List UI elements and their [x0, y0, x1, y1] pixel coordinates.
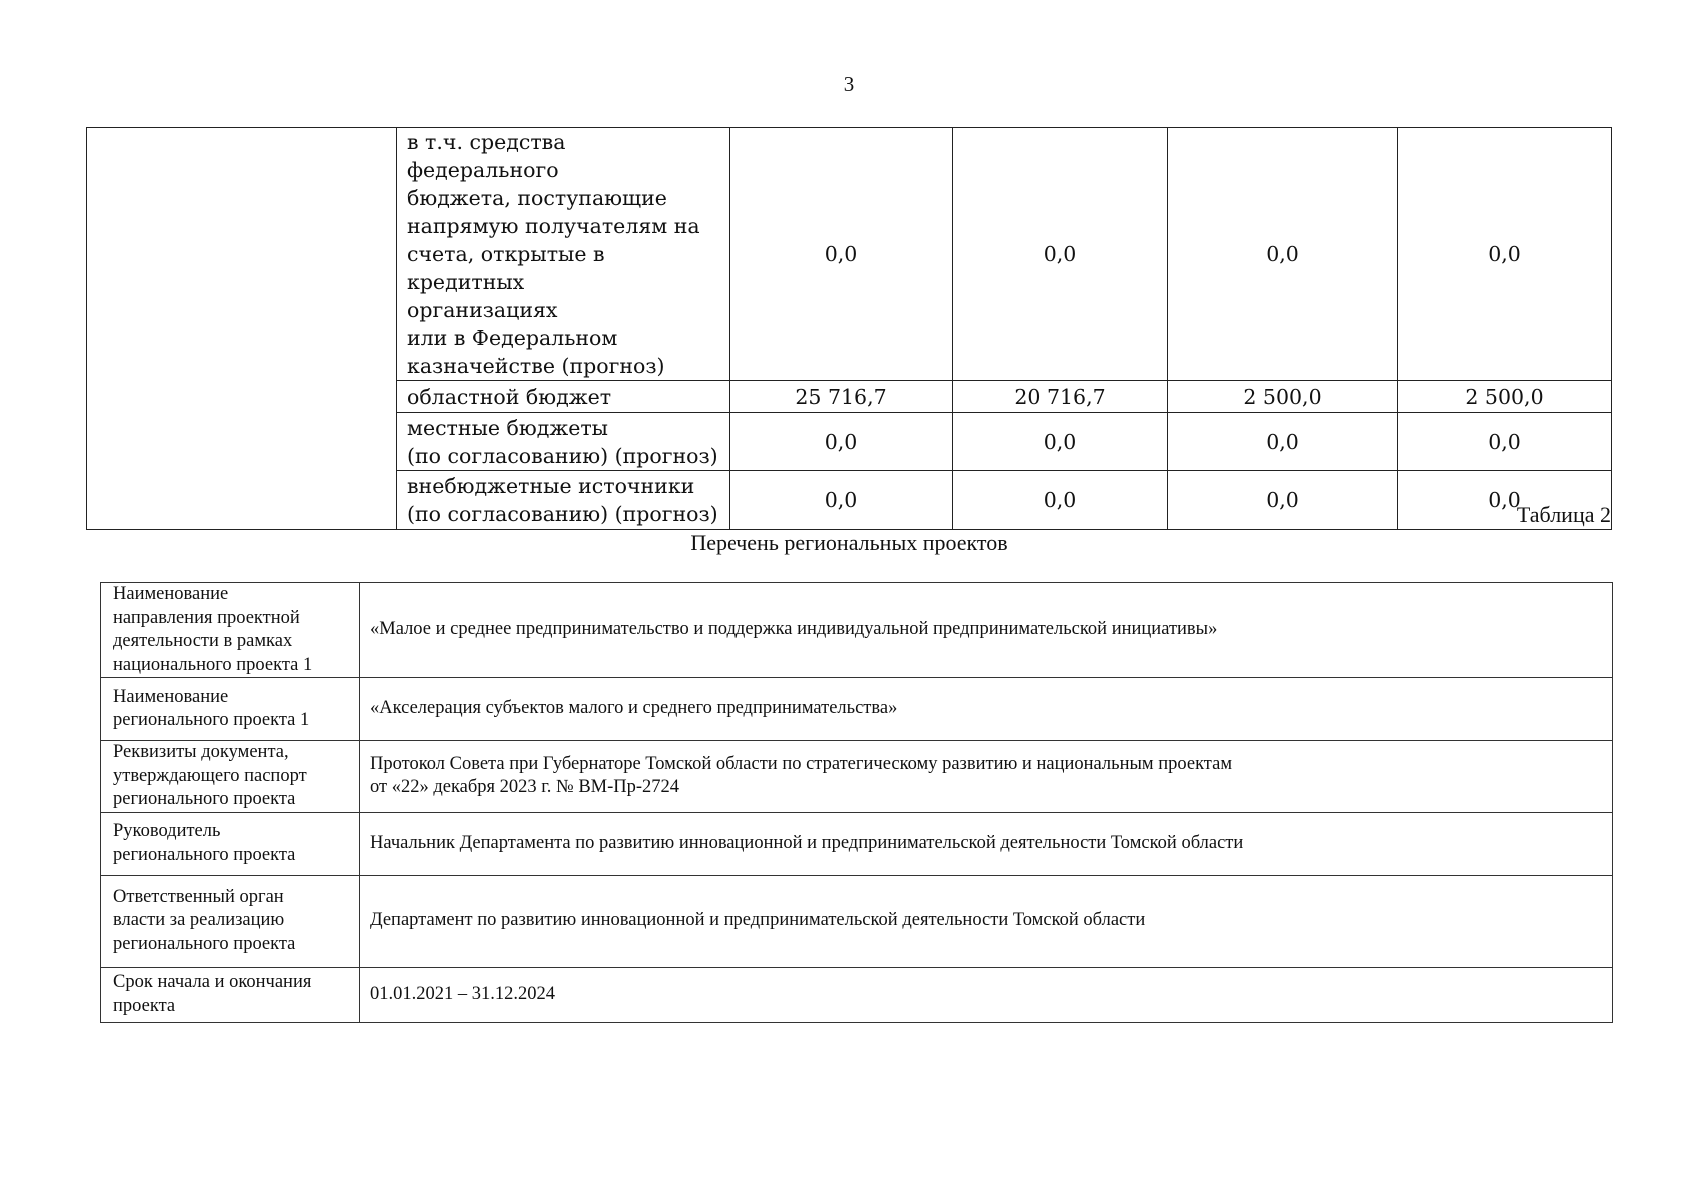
- budget-row-label: [397, 381, 730, 413]
- value-line: Протокол Совета при Губернаторе Томской области по стратегическому развитию и национальным проектам: [370, 753, 1233, 774]
- project-row: [101, 875, 1613, 967]
- budget-value-cell: 0,0: [1168, 471, 1398, 530]
- budget-row-federal: [87, 128, 1612, 381]
- budget-value-cell: 0,0: [953, 413, 1168, 471]
- project-row-value: [360, 875, 1613, 967]
- label-line: напрямую получателям на: [407, 214, 700, 238]
- key-line: Наименование: [113, 584, 229, 604]
- key-line: власти за реализацию: [113, 910, 285, 931]
- budget-value-cell: 0,0: [1398, 128, 1612, 381]
- budget-row-label: [397, 471, 730, 530]
- project-row-value: [360, 583, 1613, 678]
- table-caption: Таблица 2: [1516, 502, 1611, 527]
- value-line: «Акселерация субъектов малого и среднего предпринимательства»: [370, 698, 898, 719]
- label-line: (по согласованию) (прогноз): [407, 443, 718, 468]
- budget-merged-cell: [87, 128, 397, 530]
- key-line: национального проекта 1: [113, 654, 313, 675]
- project-row: [101, 812, 1613, 875]
- budget-value-cell: 0,0: [953, 128, 1168, 381]
- budget-value-cell: 0,0: [1168, 128, 1398, 381]
- key-line: направления проектной: [113, 607, 300, 628]
- label-line: областной бюджет: [407, 384, 612, 409]
- key-line: регионального проекта: [113, 789, 296, 809]
- budget-value-cell: 2 500,0: [1398, 381, 1612, 413]
- budget-value-cell: 0,0: [1398, 471, 1612, 530]
- budget-value-cell: 2 500,0: [1168, 381, 1398, 413]
- key-line: регионального проекта 1: [113, 710, 310, 730]
- project-row: [101, 583, 1613, 678]
- project-row-value: [360, 741, 1613, 813]
- project-row-key: [101, 875, 360, 967]
- label-line: в т.ч. средства федерального: [407, 130, 566, 182]
- value-line: 01.01.2021 – 31.12.2024: [370, 983, 555, 1004]
- budget-value-cell: 25 716,7: [730, 381, 953, 413]
- key-line: регионального проекта: [113, 933, 296, 954]
- project-row-key: [101, 583, 360, 678]
- budget-row-label: [397, 413, 730, 471]
- key-line: Срок начала и окончания: [113, 972, 312, 992]
- label-line: (по согласованию) (прогноз): [407, 502, 718, 526]
- label-line: казначействе (прогноз): [407, 354, 665, 378]
- value-line: от «22» декабря 2023 г. № ВМ-Пр-2724: [370, 777, 680, 798]
- key-line: проекта: [113, 995, 176, 1016]
- key-line: деятельности в рамках: [113, 631, 293, 651]
- label-line: счета, открытые в кредитных: [407, 242, 605, 294]
- project-row-value: [360, 812, 1613, 875]
- budget-table: [86, 127, 1612, 530]
- budget-value-cell: 0,0: [1398, 413, 1612, 471]
- key-line: Руководитель: [113, 821, 221, 841]
- key-line: утверждающего паспорт: [113, 765, 307, 786]
- label-line: местные бюджеты: [407, 415, 608, 440]
- budget-value-cell: 0,0: [730, 413, 953, 471]
- label-line: внебюджетные источники: [407, 474, 695, 498]
- project-row: [101, 678, 1613, 741]
- budget-value-cell: 0,0: [730, 128, 953, 381]
- project-row-key: [101, 678, 360, 741]
- project-row-key: [101, 967, 360, 1022]
- project-row: [101, 967, 1613, 1022]
- budget-value-cell: 0,0: [730, 471, 953, 530]
- key-line: Наименование: [113, 686, 229, 707]
- budget-value-cell: 0,0: [1168, 413, 1398, 471]
- label-line: организациях: [407, 298, 558, 322]
- project-row: [101, 741, 1613, 813]
- project-row-value: [360, 967, 1613, 1022]
- value-line: Департамент по развитию инновационной и предпринимательской деятельности Томской области: [370, 910, 1146, 931]
- key-line: Ответственный орган: [113, 886, 284, 907]
- project-row-value: [360, 678, 1613, 741]
- key-line: Реквизиты документа,: [113, 742, 289, 762]
- project-row-key: [101, 741, 360, 813]
- table-title: Перечень региональных проектов: [690, 530, 1008, 555]
- budget-value-cell: 0,0: [953, 471, 1168, 530]
- label-line: бюджета, поступающие: [407, 186, 667, 210]
- regional-projects-table: [100, 582, 1613, 1023]
- page-number: 3: [843, 72, 855, 96]
- budget-value-cell: 20 716,7: [953, 381, 1168, 413]
- value-line: «Малое и среднее предпринимательство и поддержка индивидуальной предпринимательской инициативы»: [370, 619, 1218, 640]
- key-line: регионального проекта: [113, 844, 296, 865]
- label-line: или в Федеральном: [407, 326, 618, 350]
- budget-row-label: [397, 128, 730, 381]
- value-line: Начальник Департамента по развитию инновационной и предпринимательской деятельности Томской области: [370, 832, 1244, 853]
- project-row-key: [101, 812, 360, 875]
